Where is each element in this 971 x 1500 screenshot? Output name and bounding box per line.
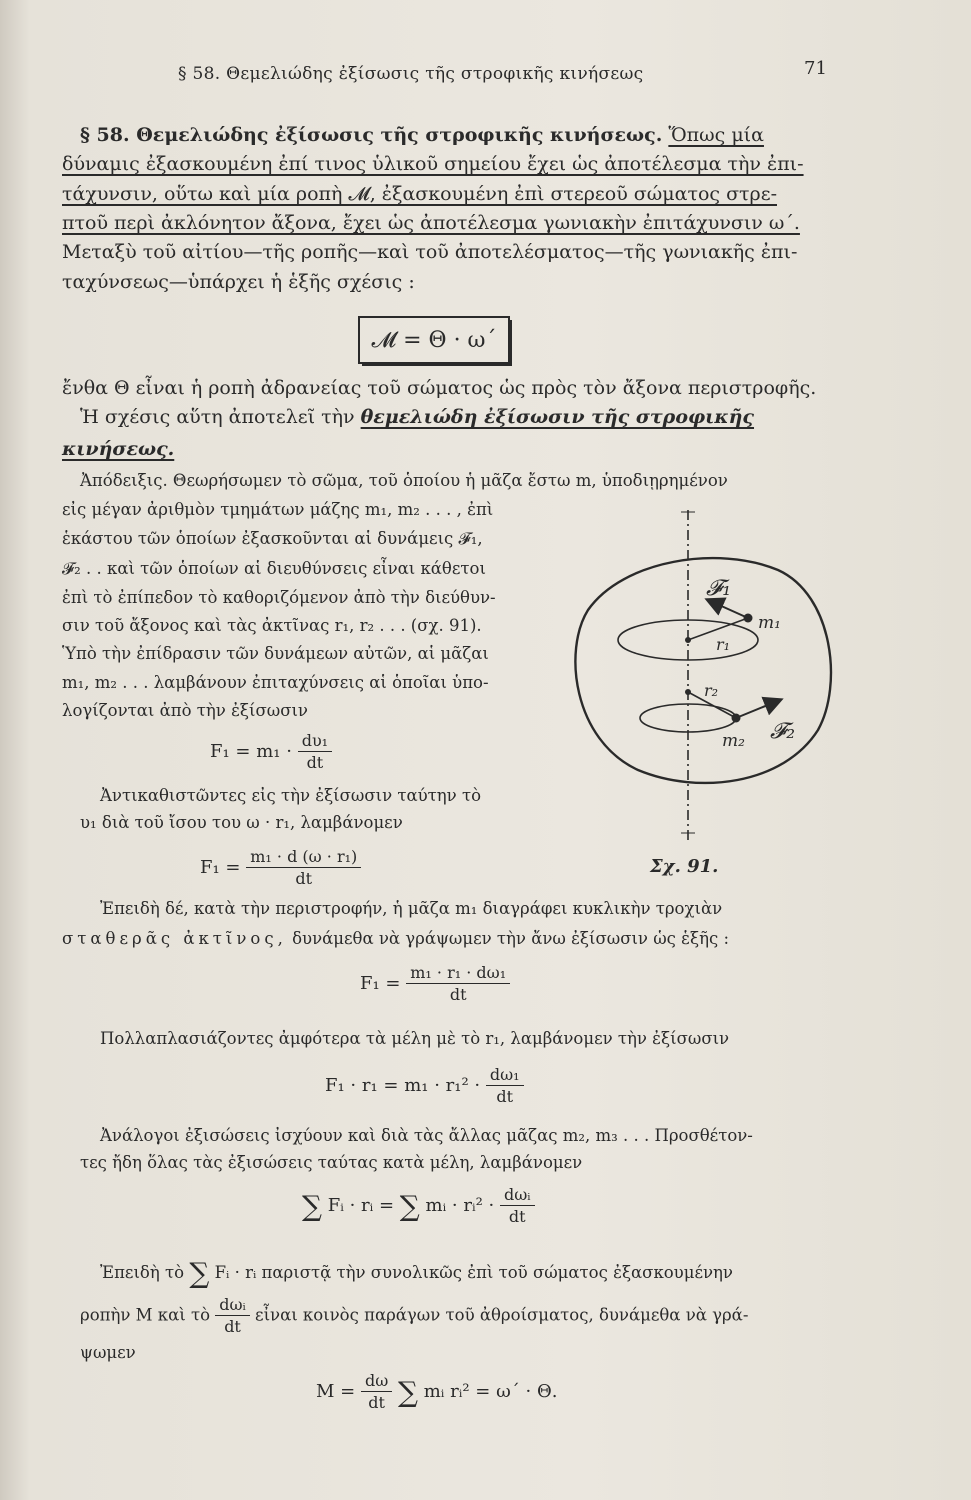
since-line-2	[62, 928, 729, 950]
intro-line-2: τάχυνσιν, οὕτω καὶ μία ροπὴ 𝓜, ἐξασκουμένη ἐπὶ στερεοῦ σώματος στρε-	[62, 183, 777, 205]
label-f2: 𝓕₂	[770, 719, 796, 744]
equation-1	[210, 732, 332, 772]
eq4-num: dω₁	[486, 1066, 524, 1086]
eq4-fraction	[486, 1066, 524, 1106]
equation-4	[325, 1066, 524, 1106]
sum-symbol: ∑	[302, 1189, 322, 1223]
intro-line-3: πτοῦ περὶ ἀκλόνητον ἄξονα, ἔχει ὡς ἀποτέλεσμα γωνιακὴν ἐπιτάχυνσιν ω΄.	[62, 212, 800, 234]
multiply-line: Πολλαπλασιάζοντες ἀμφότερα τὰ μέλη μὲ τὸ r₁, λαμβάνομεν τὴν ἐξίσωσιν	[100, 1029, 730, 1048]
relation-line	[80, 405, 754, 429]
proof-line-3: ἑκάστου τῶν ὁποίων ἐξασκοῦνται αἱ δυνάμεις 𝓕₁,	[62, 529, 483, 548]
sum-symbol: ∑	[398, 1375, 418, 1409]
force-f1-arrow	[708, 600, 748, 618]
figure-caption: Σχ. 91.	[650, 856, 719, 877]
eq2-num: m₁ · d (ω · r₁)	[246, 848, 361, 868]
eq5-mid: mᵢ · rᵢ² ·	[425, 1195, 495, 1216]
intro-line-1: δύναμις ἐξασκουμένη ἐπί τινος ὑλικοῦ σημείου ἔχει ὡς ἀποτέλεσμα τὴν ἐπι-	[62, 153, 804, 175]
final-a2: Fᵢ · rᵢ	[214, 1263, 257, 1282]
proof-line-1: Ἀπόδειξις. Θεωρήσωμεν τὸ σῶμα, τοῦ ὁποίου ἡ μᾶζα ἔστω m, ὑποδιῃρημένον	[80, 471, 728, 490]
label-m2: m₂	[722, 731, 745, 751]
eq5-den: dt	[508, 1207, 526, 1226]
page-number: 71	[804, 58, 827, 79]
label-r1: r₁	[716, 635, 731, 654]
running-title: § 58. Θεμελιώδης ἐξίσωσις τῆς στροφικῆς κινήσεως	[178, 64, 644, 84]
final-b-num: dωᵢ	[215, 1296, 250, 1316]
after-box-line: ἔνθα Θ εἶναι ἡ ροπὴ ἀδρανείας τοῦ σώματος ὡς πρὸς τὸν ἄξονα περιστροφῆς.	[62, 377, 817, 399]
force-f2-arrow	[736, 700, 780, 718]
eq6-num: dω	[361, 1372, 392, 1392]
equation-6	[316, 1372, 557, 1412]
relation-start: Ἡ σχέσις αὕτη ἀποτελεῖ τὴν	[80, 406, 355, 428]
proof-line-2: εἰς μέγαν ἀριθμὸν τμημάτων μάζης m₁, m₂ . . . , ἐπὶ	[62, 500, 494, 519]
eq2-left: F₁ =	[200, 857, 241, 878]
eq1-left: F₁ = m₁ ·	[210, 741, 292, 762]
rigid-body-outline	[575, 558, 831, 783]
final-b1: ροπὴν M καὶ τὸ	[80, 1305, 211, 1325]
final-a1: Ἐπειδὴ τὸ	[100, 1263, 185, 1282]
final-line-1	[100, 1256, 733, 1290]
eq3-num: m₁ · r₁ · dω₁	[406, 964, 510, 984]
eq3-left: F₁ =	[360, 973, 401, 994]
intro-line-5: ταχύνσεως—ὑπάρχει ἡ ἑξῆς σχέσις :	[62, 271, 415, 293]
proof-line-4: 𝓕₂ . . καὶ τῶν ὁποίων αἱ διευθύνσεις εἶναι κάθετοι	[62, 559, 486, 578]
since-line-1: Ἐπειδὴ δέ, κατὰ τὴν περιστροφήν, ἡ μᾶζα m₁ διαγράφει κυκλικὴν τροχιὰν	[100, 899, 723, 918]
eq4-left: F₁ · r₁ = m₁ · r₁² ·	[325, 1075, 481, 1096]
final-b-den: dt	[224, 1317, 241, 1336]
eq5-left: Fᵢ · rᵢ =	[327, 1195, 395, 1216]
replace-line-2: υ₁ διὰ τοῦ ἴσου του ω · r₁, λαμβάνομεν	[80, 813, 403, 832]
section-heading-line	[80, 123, 764, 147]
eq2-den: dt	[295, 869, 313, 888]
label-f1: 𝓕₁	[706, 576, 732, 601]
relation-bold-end: κινήσεως.	[62, 438, 175, 460]
eq6-right: mᵢ rᵢ² = ω΄ · Θ.	[423, 1381, 558, 1402]
final-line-3: ψωμεν	[80, 1343, 136, 1362]
final-b-fraction	[215, 1296, 250, 1336]
final-line-2	[80, 1296, 748, 1336]
eq5-fraction	[500, 1186, 535, 1226]
proof-line-7: Ὑπὸ τὴν ἐπίδρασιν τῶν δυνάμεων αὐτῶν, αἱ μᾶζαι	[62, 644, 489, 663]
label-m1: m₁	[758, 613, 781, 633]
equation-2	[200, 848, 361, 888]
since-rest: δυνάμεθα νὰ γράψωμεν τὴν ἄνω ἐξίσωσιν ὡς ἑξῆς :	[292, 929, 730, 948]
section-heading: § 58. Θεμελιώδης ἐξίσωσις τῆς στροφικῆς κινήσεως.	[80, 124, 663, 146]
eq6-fraction	[361, 1372, 392, 1412]
axis-point-1	[685, 637, 691, 643]
final-a3: παριστᾷ τὴν συνολικῶς ἐπὶ τοῦ σώματος ἐξασκουμένην	[261, 1263, 733, 1282]
proof-line-5: ἐπὶ τὸ ἐπίπεδον τὸ καθοριζόμενον ἀπὸ τὴν διεύθυν-	[62, 588, 496, 607]
equation-3	[360, 964, 510, 1004]
sum-symbol: ∑	[399, 1189, 420, 1223]
eq2-fraction	[246, 848, 361, 888]
eq1-fraction	[298, 732, 332, 772]
eq1-num: dυ₁	[298, 732, 332, 752]
proof-line-8: m₁, m₂ . . . λαμβάνουν ἐπιταχύνσεις αἱ ὁποῖαι ὑπο-	[62, 673, 489, 692]
eq6-den: dt	[368, 1393, 385, 1412]
eq6-left: M =	[316, 1381, 356, 1402]
replace-line-1: Ἀντικαθιστῶντες εἰς τὴν ἐξίσωσιν ταύτην τὸ	[100, 786, 482, 805]
equation-5	[302, 1186, 535, 1226]
sum-symbol: ∑	[189, 1256, 210, 1290]
final-b2: εἶναι κοινὸς παράγων τοῦ ἀθροίσματος, δυνάμεθα νὰ γρά-	[255, 1305, 749, 1325]
analog-line-1: Ἀνάλογοι ἐξισώσεις ἰσχύουν καὶ διὰ τὰς ἄλλας μᾶζας m₂, m₃ . . . Προσθέτον-	[100, 1126, 753, 1145]
relation-bold: θεμελιώδη ἐξίσωσιν τῆς στροφικῆς	[360, 406, 755, 428]
eq5-num: dωᵢ	[500, 1186, 535, 1206]
eq3-fraction	[406, 964, 510, 1004]
eq3-den: dt	[449, 985, 467, 1004]
eq1-den: dt	[306, 753, 324, 772]
intro-start: Ὅπως μία	[668, 124, 764, 146]
intro-line-4: Μεταξὺ τοῦ αἰτίου—τῆς ροπῆς—καὶ τοῦ ἀποτελέσματος—τῆς γωνιακῆς ἐπι-	[62, 241, 798, 263]
proof-line-6: σιν τοῦ ἄξονος καὶ τὰς ἀκτῖνας r₁, r₂ . . . (σχ. 91).	[62, 616, 482, 635]
analog-line-2: τες ἤδη ὅλας τὰς ἐξισώσεις ταύτας κατὰ μέλη, λαμβάνομεν	[80, 1153, 583, 1172]
proof-line-9: λογίζονται ἀπὸ τὴν ἐξίσωσιν	[62, 701, 308, 720]
label-r2: r₂	[704, 681, 719, 700]
boxed-equation: 𝓜 = Θ · ω΄	[358, 316, 510, 364]
axis-point-2	[685, 689, 691, 695]
eq4-den: dt	[496, 1087, 514, 1106]
figure-91-diagram	[548, 500, 848, 860]
since-spaced: σταθερᾶς ἀκτῖνος,	[62, 929, 287, 948]
